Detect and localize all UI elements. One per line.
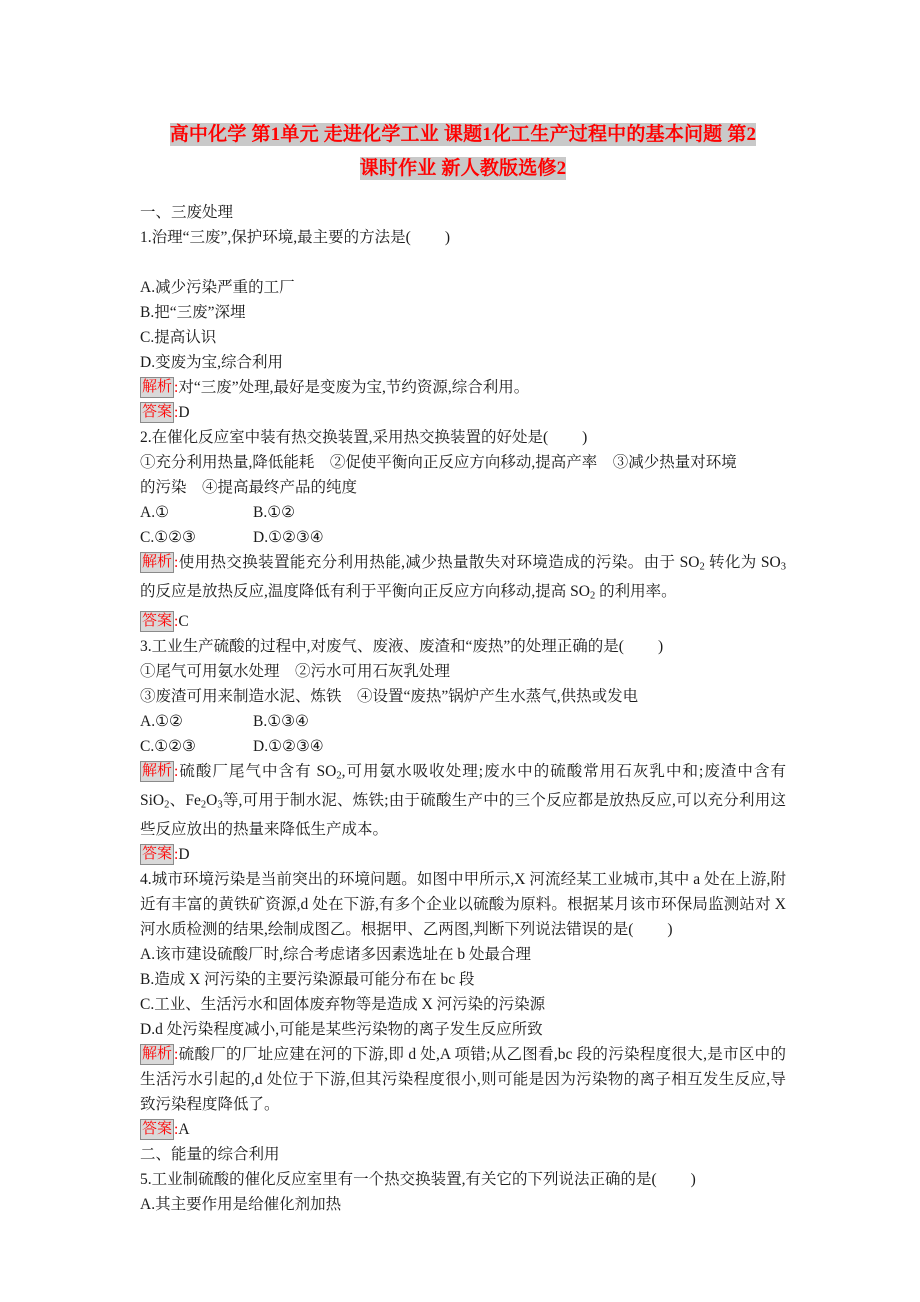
explanation-colon: : bbox=[174, 554, 179, 571]
question-2-explanation-part-1: 使用热交换装置能充分利用热能,减少热量散失对环境造成的污染。由于 SO bbox=[178, 554, 700, 571]
question-4-number: 4. bbox=[140, 871, 152, 889]
explanation-colon: : bbox=[174, 762, 179, 780]
question-3-explanation-part-4: O bbox=[206, 791, 218, 809]
explanation-label: 解析 bbox=[140, 1044, 174, 1065]
explanation-label: 解析 bbox=[140, 552, 174, 573]
answer-colon: : bbox=[174, 612, 179, 630]
question-4-answer-value: A bbox=[178, 1121, 190, 1139]
question-4-option-b: B.造成 X 河污染的主要污染源最可能分布在 bc 段 bbox=[140, 971, 475, 989]
question-5-number: 5. bbox=[140, 1171, 152, 1189]
question-1-option-d: D.变废为宝,综合利用 bbox=[140, 354, 283, 371]
section-heading-two: 二、能量的综合利用 bbox=[140, 1146, 280, 1164]
question-3-explanation-part-5: 等,可用于制水泥、炼铁;由于硫酸生产中的三个反应都是放热反应,可以充分利用这些反应放出的热量来降低生产成本。 bbox=[140, 791, 786, 839]
question-3-option-a: A.①② bbox=[140, 712, 183, 730]
question-1-option-a: A.减少污染严重的工厂 bbox=[140, 279, 295, 296]
question-2-statements-line-2: 的污染 ④提高最终产品的纯度 bbox=[140, 479, 358, 496]
question-4-option-c: C.工业、生活污水和固体废弃物等是造成 X 河污染的污染源 bbox=[140, 996, 546, 1014]
question-3-statements-line-1: ①尾气可用氨水处理 ②污水可用石灰乳处理 bbox=[140, 662, 451, 680]
section-heading-one: 一、三废处理 bbox=[140, 204, 234, 221]
question-3-statements-line-2: ③废渣可用来制造水泥、炼铁 ④设置“废热”锅炉产生水蒸气,供热或发电 bbox=[140, 687, 639, 705]
question-3-option-b: B.①③④ bbox=[253, 712, 309, 730]
answer-colon: : bbox=[174, 1121, 179, 1139]
question-5-option-a: A.其主要作用是给催化剂加热 bbox=[140, 1196, 342, 1214]
question-2-paren-close: ) bbox=[582, 429, 588, 446]
explanation-label: 解析 bbox=[140, 761, 174, 782]
question-3-option-row-1 bbox=[140, 709, 786, 734]
question-3-stem bbox=[140, 634, 786, 659]
answer-colon: : bbox=[174, 404, 179, 421]
question-3-answer-value: D bbox=[178, 846, 190, 864]
question-3-explanation-part-3: 、Fe bbox=[169, 791, 201, 809]
page-title bbox=[140, 118, 786, 186]
explanation-colon: : bbox=[174, 1046, 179, 1064]
question-4-stem bbox=[140, 867, 786, 942]
explanation-label: 解析 bbox=[140, 377, 174, 398]
question-2-statements-line-1: ①充分利用热量,降低能耗 ②促使平衡向正反应方向移动,提高产率 ③减少热量对环境 bbox=[140, 454, 737, 471]
answer-colon: : bbox=[174, 846, 179, 864]
question-1-answer-value: D bbox=[178, 404, 190, 421]
question-3-explanation-sub-1: 2 bbox=[336, 769, 342, 781]
question-5-text: 工业制硫酸的催化反应室里有一个热交换装置,有关它的下列说法正确的是( bbox=[151, 1171, 657, 1189]
question-1-explanation-text: 对“三废”处理,最好是变废为宝,节约资源,综合利用。 bbox=[178, 379, 530, 396]
question-2-option-c: C.①②③ bbox=[140, 529, 196, 546]
question-1-text: 治理“三废”,保护环境,最主要的方法是( bbox=[151, 229, 411, 246]
question-2-explanation-sub-2: 3 bbox=[780, 561, 786, 573]
page-title-line-2: 课时作业 新人教版选修2 bbox=[359, 158, 567, 179]
question-2-explanation-part-3: 的反应是放热反应,温度降低有利于平衡向正反应方向移动,提高 SO bbox=[140, 583, 590, 601]
blank-spacer bbox=[140, 250, 786, 275]
question-4-option-a: A.该市建设硫酸厂时,综合考虑诸多因素选址在 b 处最合理 bbox=[140, 946, 531, 964]
question-3-explanation-part-2: ,可用氨水吸收处理;废水中的硫酸常用石灰乳中和;废渣中含有 SiO bbox=[140, 762, 786, 809]
question-1-option-b: B.把“三废”深埋 bbox=[140, 304, 246, 321]
question-1-paren-close: ) bbox=[444, 229, 450, 246]
question-4-explanation bbox=[140, 1042, 786, 1117]
question-1-explanation bbox=[140, 375, 786, 400]
question-2-explanation-sub-1: 2 bbox=[699, 561, 705, 573]
question-4-explanation-text: 硫酸厂的厂址应建在河的下游,即 d 处,A 项错;从乙图看,bc 段的污染程度很大,是市区中的生活污水引起的,d 处位于下游,但其污染程度很小,则可能是因为污染物的离子相互发生反应,导致污染程度降低了。 bbox=[140, 1046, 786, 1114]
question-1-number: 1. bbox=[140, 229, 152, 246]
question-3-explanation bbox=[140, 759, 786, 843]
question-3-option-d: D.①②③④ bbox=[253, 737, 324, 755]
answer-label: 答案 bbox=[140, 844, 174, 865]
question-4-answer bbox=[140, 1117, 786, 1142]
question-2-answer bbox=[140, 609, 786, 634]
question-3-number: 3. bbox=[140, 637, 152, 655]
question-2-option-row-1 bbox=[140, 500, 786, 525]
answer-label: 答案 bbox=[140, 402, 174, 423]
document-content bbox=[140, 118, 786, 1217]
question-2-explanation-part-4: 的利用率。 bbox=[595, 583, 677, 601]
question-3-explanation-part-1: 硫酸厂尾气中含有 SO bbox=[178, 762, 337, 780]
question-3-answer bbox=[140, 842, 786, 867]
question-5-paren-close: ) bbox=[690, 1171, 696, 1189]
question-2-explanation-part-2: 转化为 SO bbox=[704, 554, 781, 571]
question-4-text: 城市环境污染是当前突出的环境问题。如图中甲所示,X 河流经某工业城市,其中 a 处在上游,附近有丰富的黄铁矿资源,d 处在下游,有多个企业以硫酸为原料。根据某月该市环保局监测站对 X 河水质检测的结果,绘制成图乙。根据甲、乙两图,判断下列说法错误的是( bbox=[140, 871, 786, 939]
question-2-stem bbox=[140, 425, 786, 450]
question-2-option-row-2 bbox=[140, 525, 786, 550]
question-4-paren-close: ) bbox=[667, 921, 673, 939]
question-2-answer-value: C bbox=[178, 612, 189, 630]
question-2-explanation bbox=[140, 550, 786, 609]
question-3-paren-close: ) bbox=[657, 637, 664, 655]
answer-label: 答案 bbox=[140, 611, 174, 632]
answer-label: 答案 bbox=[140, 1119, 174, 1140]
question-1-stem bbox=[140, 225, 786, 250]
question-3-text: 工业生产硫酸的过程中,对废气、废液、废渣和“废热”的处理正确的是( bbox=[151, 637, 624, 655]
question-3-option-row-2 bbox=[140, 734, 786, 759]
question-4-option-d: D.d 处污染程度减小,可能是某些污染物的离子发生反应所致 bbox=[140, 1021, 543, 1039]
question-2-number: 2. bbox=[140, 429, 152, 446]
explanation-colon: : bbox=[174, 379, 179, 396]
question-2-option-a: A.① bbox=[140, 504, 169, 521]
question-2-option-b: B.①② bbox=[253, 504, 296, 521]
question-5-stem bbox=[140, 1167, 786, 1192]
question-3-option-c: C.①②③ bbox=[140, 737, 196, 755]
question-3-explanation-sub-2: 2 bbox=[164, 799, 170, 811]
question-2-text: 在催化反应室中装有热交换装置,采用热交换装置的好处是( bbox=[151, 429, 549, 446]
question-1-answer bbox=[140, 400, 786, 425]
question-3-explanation-sub-3: 2 bbox=[200, 799, 207, 811]
question-2-option-d: D.①②③④ bbox=[253, 529, 324, 546]
question-2-explanation-sub-3: 2 bbox=[589, 590, 596, 602]
question-3-explanation-sub-4: 3 bbox=[217, 799, 223, 811]
question-1-option-c: C.提高认识 bbox=[140, 329, 217, 346]
page-title-line-1: 高中化学 第1单元 走进化学工业 课题1化工生产过程中的基本问题 第2 bbox=[169, 124, 757, 145]
